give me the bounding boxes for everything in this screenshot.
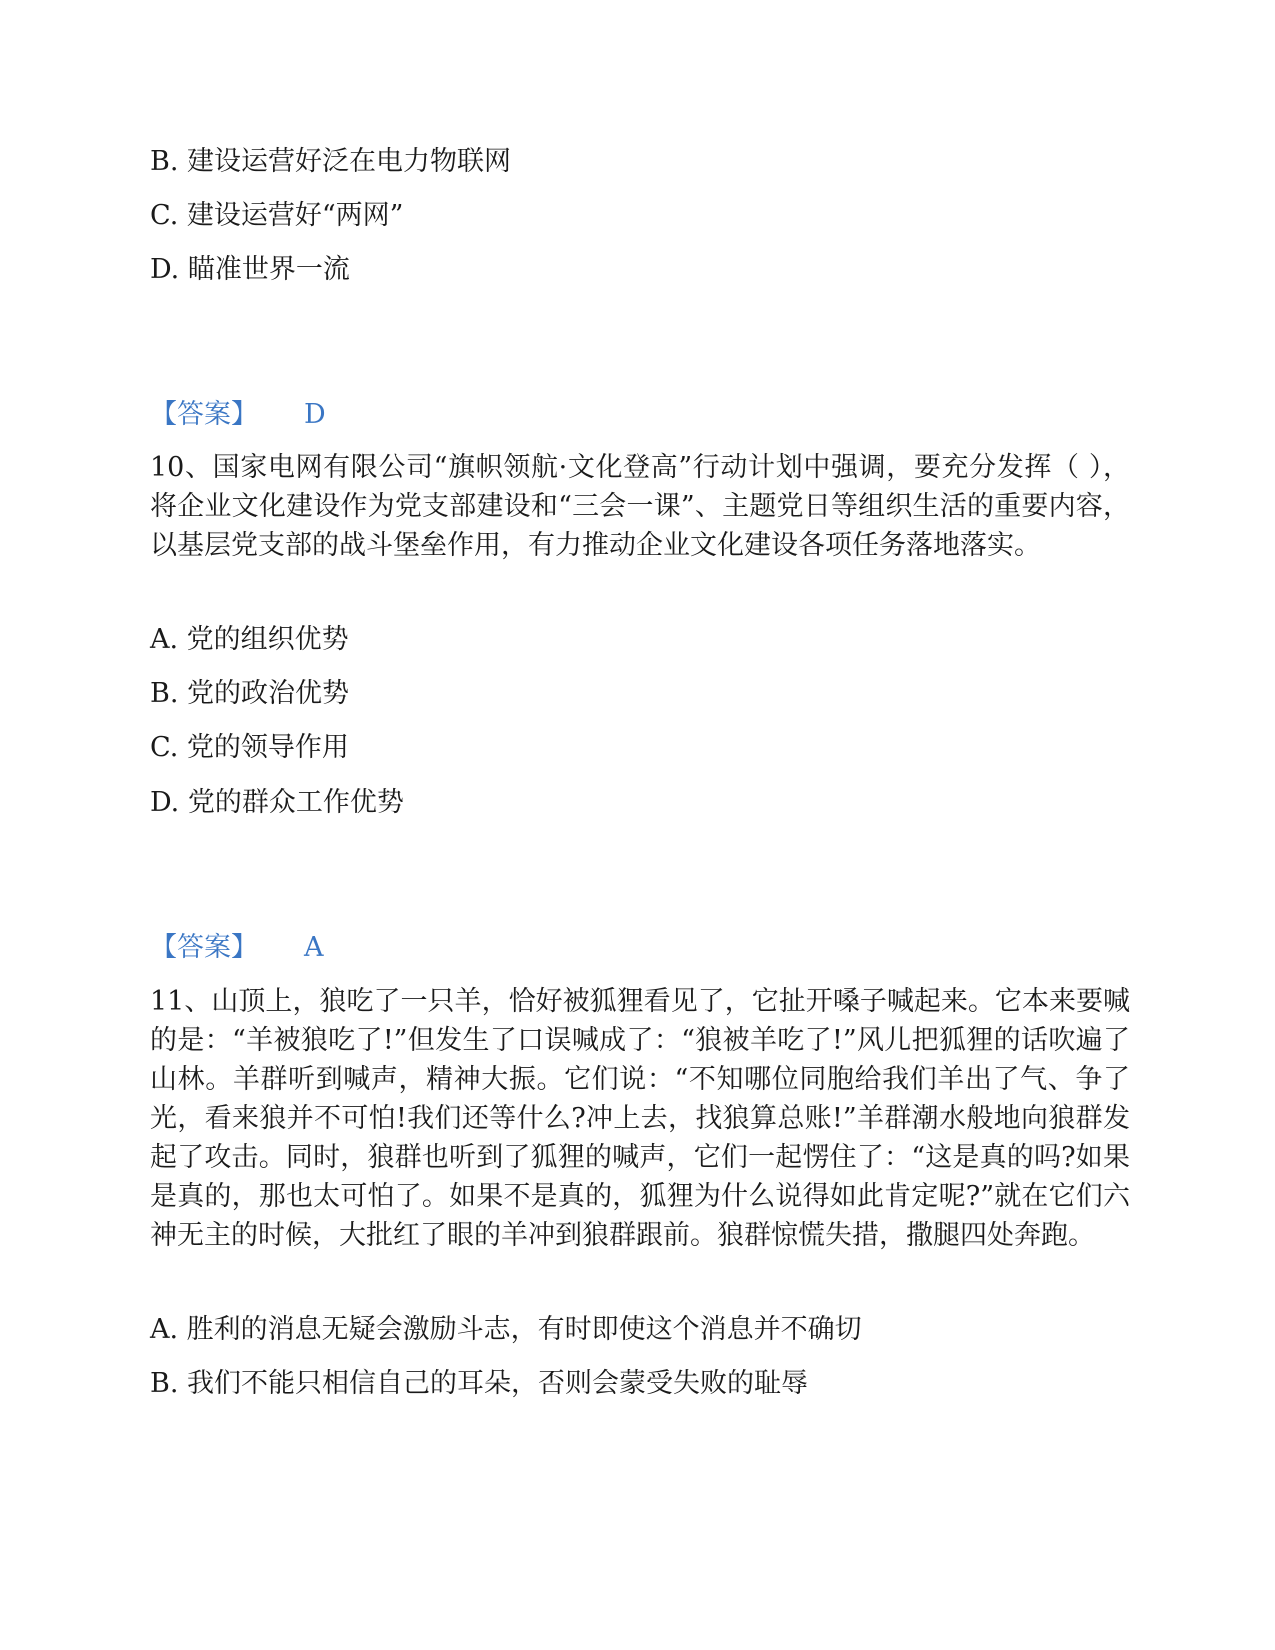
- q11-text: 11、山顶上，狼吃了一只羊，恰好被狐狸看见了，它扯开嗓子喊起来。它本来要喊的是：“羊被狼吃了!”但发生了口误喊成了：“狼被羊吃了!”风儿把狐狸的话吹遍了山林。羊群听到喊声，精神大振。它们说：“不知哪位同胞给我们羊出了气、争了光，看来狼并不可怕!我们还等什么?冲上去，找狼算总账!”羊群潮水般地向狼群发起了攻击。同时，狼群也听到了狐狸的喊声，它们一起愣住了：“这是真的吗?如果是真的，那也太可怕了。如果不是真的，狐狸为什么说得如此肯定呢?”就在它们六神无主的时候，大批红了眼的羊冲到狼群跟前。狼群惊慌失措，撒腿四处奔跑。: [150, 986, 1130, 1251]
- q10-option-c: C. 党的领导作用: [150, 732, 349, 763]
- q10-option-d: D. 党的群众工作优势: [150, 787, 404, 818]
- q9-option-b: B. 建设运营好泛在电力物联网: [150, 146, 512, 177]
- q11-option-b: B. 我们不能只相信自己的耳朵，否则会蒙受失败的耻辱: [150, 1368, 809, 1399]
- answer-value: A: [304, 932, 324, 963]
- q10-option-b: B. 党的政治优势: [150, 678, 350, 709]
- q10-option-a: A. 党的组织优势: [150, 624, 349, 655]
- answer-label: 【答案】: [150, 932, 258, 963]
- q10-answer: [150, 932, 324, 964]
- answer-value: D: [304, 399, 326, 430]
- q10-text: 10、国家电网有限公司“旗帜领航·文化登高”行动计划中强调，要充分发挥（ ），将企业文化建设作为党支部建设和“三会一课”、主题党日等组织生活的重要内容，以基层党支部的战斗堡垒作用，有力推动企业文化建设各项任务落地落实。: [150, 452, 1130, 561]
- answer-label: 【答案】: [150, 399, 258, 430]
- q9-option-c: C. 建设运营好“两网”: [150, 200, 404, 231]
- q9-answer: [150, 399, 326, 431]
- q11-option-a: A. 胜利的消息无疑会激励斗志，有时即使这个消息并不确切: [150, 1314, 862, 1345]
- q9-option-d: D. 瞄准世界一流: [150, 254, 350, 285]
